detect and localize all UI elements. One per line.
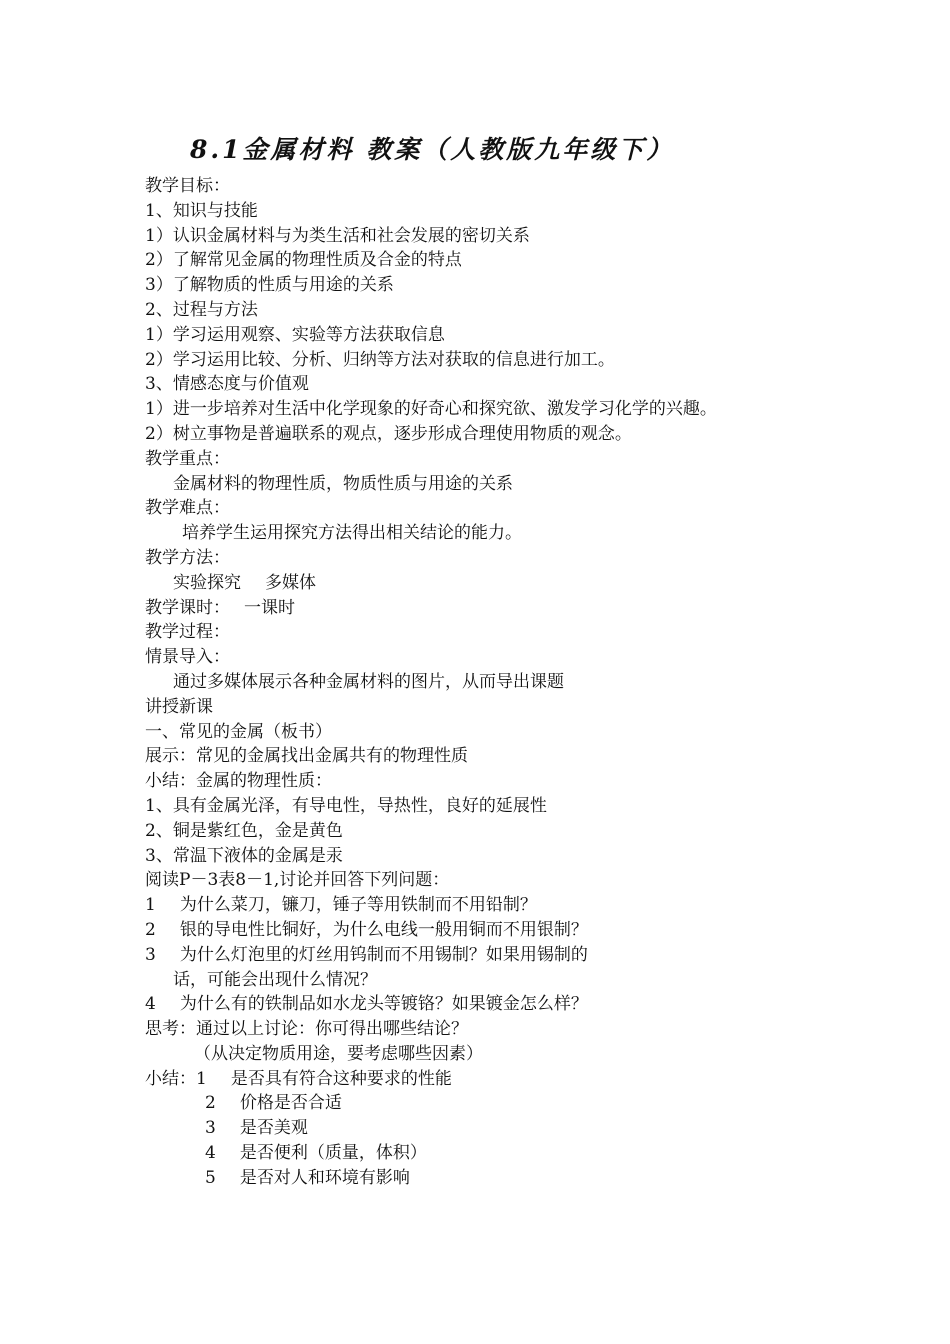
text-line: 思考：通过以上讨论：你可得出哪些结论？ <box>145 1019 468 1040</box>
list-number: 2 <box>145 919 156 940</box>
text-line: 教学目标： <box>145 176 230 196</box>
text-segment: 是否具有符合这种要求的性能 <box>230 1068 452 1089</box>
text-segment: 为什么有的铁制品如水龙头等镀铬？如果镀金怎么样？ <box>179 994 588 1015</box>
text-line: 展示：常见的金属找出金属共有的物理性质 <box>145 746 468 767</box>
text-segment: 教学课时： <box>145 597 230 618</box>
text-line: 讲授新课 <box>145 696 213 717</box>
text-line: 2、铜是紫红色，金是黄色 <box>145 820 343 841</box>
text-segment: 一课时 <box>244 597 295 618</box>
text-line: 1）进一步培养对生活中化学现象的好奇心和探究欲、激发学习化学的兴趣。 <box>145 399 717 420</box>
list-number: 4 <box>145 994 156 1015</box>
text-segment: 是否便利（质量，体积） <box>239 1143 427 1164</box>
document-title: 8.1金属材料 教案（人教版九年级下） <box>190 135 675 164</box>
text-line: 2）学习运用比较、分析、归纳等方法对获取的信息进行加工。 <box>145 349 615 370</box>
text-line <box>145 943 935 968</box>
text-line: （从决定物质用途，要考虑哪些因素） <box>194 1043 483 1064</box>
text-line: 2）了解常见金属的物理性质及合金的特点 <box>145 250 462 271</box>
text-line: 小结：金属的物理性质： <box>145 771 332 792</box>
text-line: 2、过程与方法 <box>145 299 258 320</box>
text-line: 教学方法： <box>145 547 230 568</box>
text-line <box>145 1091 935 1116</box>
text-segment: 实验探究 <box>173 572 241 593</box>
list-number: 2 <box>205 1093 216 1114</box>
text-line <box>145 1116 935 1141</box>
text-line: 金属材料的物理性质，物质性质与用途的关系 <box>173 473 513 494</box>
text-segment: 为什么菜刀，镰刀，锤子等用铁制而不用铅制？ <box>179 895 537 916</box>
text-segment: 银的导电性比铜好，为什么电线一般用铜而不用银制？ <box>179 919 588 940</box>
text-line: 1、具有金属光泽，有导电性，导热性，良好的延展性 <box>145 795 547 816</box>
text-line <box>145 1141 935 1166</box>
text-line: 教学重点： <box>145 448 230 469</box>
text-line <box>145 992 935 1017</box>
text-line: 3、情感态度与价值观 <box>145 374 309 395</box>
text-line <box>145 596 935 621</box>
list-number: 小结：1 <box>145 1068 207 1089</box>
text-line: 3、常温下液体的金属是汞 <box>145 845 343 866</box>
list-number: 5 <box>205 1167 216 1188</box>
text-line: 通过多媒体展示各种金属材料的图片，从而导出课题 <box>173 671 564 692</box>
text-line <box>145 1166 935 1191</box>
text-segment: 是否美观 <box>239 1118 308 1139</box>
list-number: 1 <box>145 895 156 916</box>
text-segment: 为什么灯泡里的灯丝用钨制而不用锡制？如果用锡制的 <box>179 944 588 965</box>
text-line: 1、知识与技能 <box>145 200 258 221</box>
list-number: 3 <box>145 944 156 965</box>
text-segment: 多媒体 <box>265 572 316 593</box>
text-line: 一、常见的金属（板书） <box>145 721 332 742</box>
text-line: 1）学习运用观察、实验等方法获取信息 <box>145 324 445 345</box>
list-number: 3 <box>205 1118 216 1139</box>
text-line: 教学过程： <box>145 622 230 643</box>
text-line: 教学难点： <box>145 498 230 519</box>
text-line: 培养学生运用探究方法得出相关结论的能力。 <box>182 523 522 544</box>
text-line: 3）了解物质的性质与用途的关系 <box>145 275 394 296</box>
list-number: 4 <box>205 1143 216 1164</box>
text-line <box>145 918 935 943</box>
text-line <box>145 893 935 918</box>
text-line: 话，可能会出现什么情况？ <box>173 969 377 990</box>
text-segment: 价格是否合适 <box>239 1093 342 1114</box>
text-line: 2）树立事物是普遍联系的观点，逐步形成合理使用物质的观念。 <box>145 423 632 444</box>
text-line: 情景导入： <box>145 647 230 668</box>
text-line: 阅读P－3表8－1,讨论并回答下列问题： <box>145 870 450 891</box>
text-line <box>145 1067 935 1092</box>
text-segment: 是否对人和环境有影响 <box>239 1167 410 1188</box>
document-body <box>145 174 935 1191</box>
text-line <box>145 571 935 596</box>
text-line: 1）认识金属材料与为类生活和社会发展的密切关系 <box>145 225 530 246</box>
